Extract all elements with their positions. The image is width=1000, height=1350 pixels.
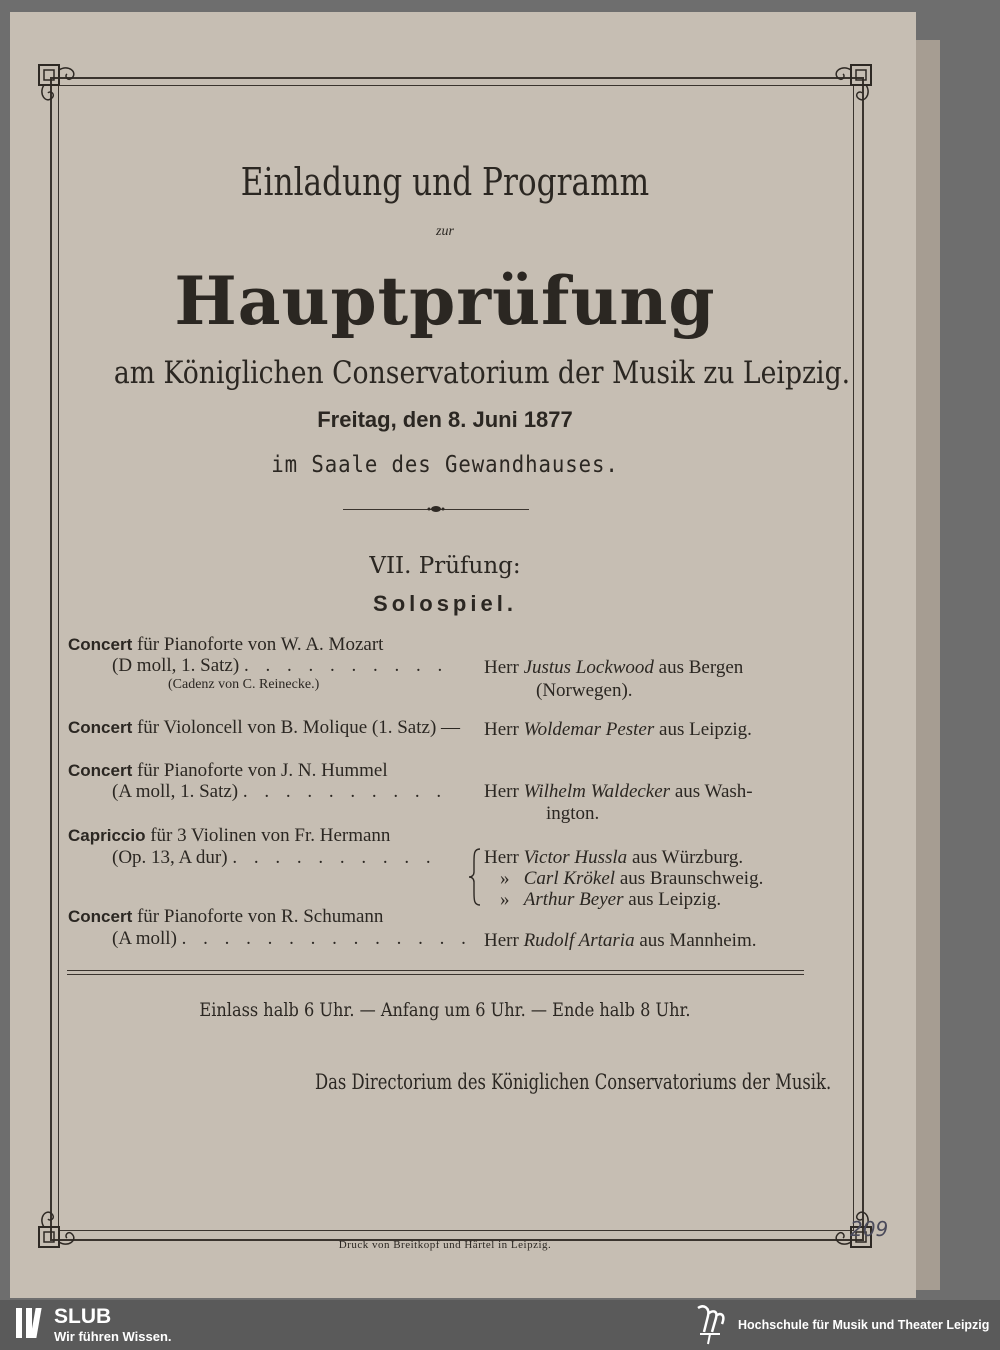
- performer-origin-cont: ington.: [546, 803, 600, 824]
- printer-note: Druck von Breitkopf und Härtel in Leipzig.: [338, 1239, 552, 1251]
- dot-leader: . . . . . . . . . .: [242, 781, 448, 802]
- ornament-top-right-icon: [828, 62, 874, 108]
- work-detail: (A moll, 1. Satz): [112, 781, 239, 802]
- slub-name[interactable]: SLUB: [54, 1305, 112, 1328]
- work-note: (Cadenz von C. Reinecke.): [168, 677, 320, 692]
- work-description: für Violoncell von B. Molique (1. Satz) —: [136, 717, 461, 738]
- work-description: für Pianoforte von J. N. Hummel: [136, 760, 388, 781]
- dot-leader: . . . . . . . . . . . . . .: [181, 928, 472, 949]
- performer-origin: aus Wash-: [674, 781, 753, 802]
- work-description: für Pianoforte von R. Schumann: [136, 906, 384, 927]
- work-title: Concert: [68, 907, 133, 926]
- dot-leader: . . . . . . . . . .: [243, 655, 449, 676]
- performer-origin: aus Bergen: [658, 657, 744, 678]
- performer-prefix: Herr: [484, 781, 519, 802]
- performer-prefix: »: [500, 889, 510, 910]
- performer-origin: aus Würzburg.: [631, 847, 744, 868]
- performer-origin-cont: (Norwegen).: [536, 680, 633, 701]
- performer-prefix: »: [500, 868, 510, 889]
- title-line1: Einladung und Programm: [240, 160, 650, 204]
- work-title: Concert: [68, 718, 133, 737]
- slub-logo-icon: [14, 1306, 46, 1340]
- performer-prefix: Herr: [484, 847, 519, 868]
- performer-name: Victor Hussla: [523, 847, 628, 868]
- rule-top: [67, 970, 804, 971]
- performer-name: Arthur Beyer: [523, 889, 624, 910]
- performer-origin: aus Mannheim.: [639, 930, 757, 951]
- exam-number: VII. Prüfung:: [369, 553, 521, 579]
- work-detail: (D moll, 1. Satz): [112, 655, 240, 676]
- rule-bottom: [67, 974, 804, 975]
- work-title: Concert: [68, 761, 133, 780]
- title-main: Hauptprüfung: [174, 262, 716, 340]
- work-description: für Pianoforte von W. A. Mozart: [136, 634, 384, 655]
- exam-type: Solospiel.: [373, 591, 517, 616]
- performer-name: Carl Krökel: [523, 868, 616, 889]
- performer-origin: aus Leipzig.: [659, 719, 752, 740]
- work-detail: (A moll): [112, 928, 177, 949]
- performer-name: Wilhelm Waldecker: [523, 781, 671, 802]
- event-times: Einlass halb 6 Uhr. — Anfang um 6 Uhr. — Ende halb 8 Uhr.: [199, 999, 691, 1021]
- brace-icon: [468, 848, 482, 906]
- hmt-leipzig-name[interactable]: Hochschule für Musik und Theater Leipzig: [738, 1318, 990, 1332]
- performer-prefix: Herr: [484, 719, 519, 740]
- performer-origin: aus Leipzig.: [628, 889, 722, 910]
- event-date: Freitag, den 8. Juni 1877: [317, 407, 573, 432]
- work-description: für 3 Violinen von Fr. Hermann: [150, 825, 391, 846]
- ornament-top-left-icon: [36, 62, 82, 108]
- work-detail: (Op. 13, A dur): [112, 847, 228, 868]
- performer-name: Rudolf Artaria: [523, 930, 635, 951]
- hmt-leipzig-logo-icon: [690, 1302, 730, 1346]
- event-venue: im Saale des Gewandhauses.: [271, 452, 619, 478]
- title-zur: zur: [436, 224, 454, 239]
- work-title: Capriccio: [68, 826, 146, 845]
- signature: Das Directorium des Königlichen Conservatoriums der Musik.: [315, 1070, 832, 1094]
- institution: am Königlichen Conservatorium der Musik zu Leipzig.: [113, 355, 851, 391]
- performer-name: Justus Lockwood: [523, 657, 654, 678]
- divider-ornament-icon: [427, 505, 445, 513]
- performer-prefix: Herr: [484, 657, 519, 678]
- slub-tagline: Wir führen Wissen.: [54, 1329, 172, 1344]
- performer-origin: aus Braunschweig.: [619, 868, 764, 889]
- performer-name: Woldemar Pester: [523, 719, 655, 740]
- work-title: Concert: [68, 635, 133, 654]
- dot-leader: . . . . . . . . . .: [232, 847, 437, 868]
- performer-prefix: Herr: [484, 930, 519, 951]
- pencil-annotation: 209: [850, 1217, 889, 1241]
